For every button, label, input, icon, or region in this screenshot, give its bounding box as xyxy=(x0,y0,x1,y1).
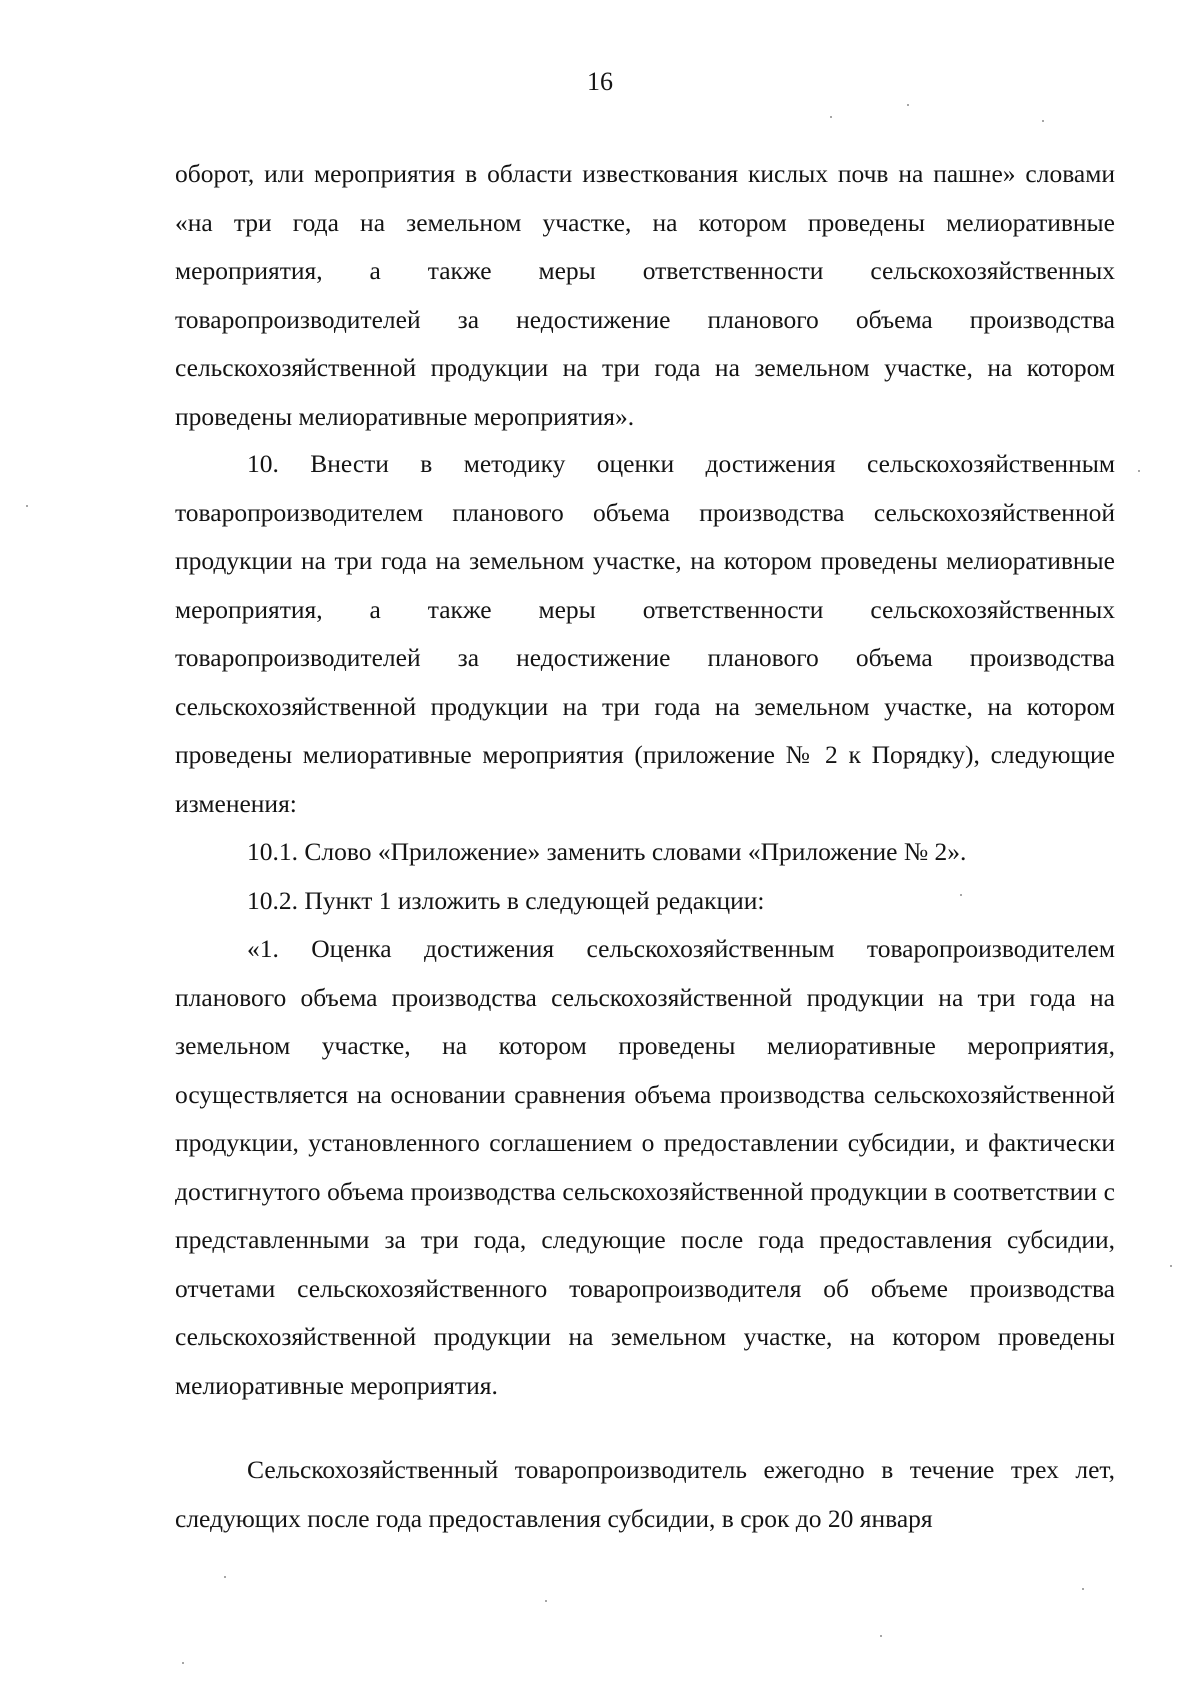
item-10-block xyxy=(175,440,1115,1410)
paragraph-continuation: оборот, или мероприятия в области известкования кислых почв на пашне» словами «на три года на земельном участке, на котором проведены мелиоративные мероприятия, а также меры ответственности сельскохозяйственных товаропроизводителей за недостижение планового объема производства сельскохозяйственной продукции на три года на земельном участке, на котором проведены мелиоративные мероприятия». xyxy=(175,159,1115,431)
scan-speck xyxy=(830,116,832,118)
paragraph-item-10-2: 10.2. Пункт 1 изложить в следующей редакции: xyxy=(247,885,765,915)
scan-speck xyxy=(545,1600,547,1602)
scan-speck xyxy=(1082,1588,1084,1590)
page-number: 16 xyxy=(587,67,613,96)
scan-speck xyxy=(26,505,28,507)
scan-speck xyxy=(1042,120,1044,122)
paragraph-item-10: 10. Внести в методику оценки достижения сельскохозяйственным товаропроизводителем планового объема производства сельскохозяйственной продукции на три года на земельном участке, на котором проведены мелиоративные мероприятия, а также меры ответственности сельскохозяйственных товаропроизводителей за недостижение планового объема производства сельскохозяйственной продукции на три года на земельном участке, на котором проведены мелиоративные мероприятия (приложение № 2 к Порядку), следующие изменения: xyxy=(175,449,1115,818)
scan-speck xyxy=(182,1662,184,1664)
scan-speck xyxy=(880,1635,882,1637)
continuation-block xyxy=(175,150,1115,441)
scan-speck xyxy=(1170,1265,1172,1267)
paragraph-producer-obligation: Сельскохозяйственный товаропроизводитель ежегодно в течение трех лет, следующих после года предоставления субсидии, в срок до 20 января xyxy=(175,1455,1115,1533)
scan-speck xyxy=(224,1576,226,1578)
paragraph-item-10-1: 10.1. Слово «Приложение» заменить словами «Приложение № 2». xyxy=(247,837,967,866)
scan-speck xyxy=(907,104,909,106)
final-block xyxy=(175,1446,1115,1543)
scan-speck xyxy=(1138,470,1140,472)
scan-speck xyxy=(960,894,962,896)
paragraph-quoted-point-1: «1. Оценка достижения сельскохозяйственным товаропроизводителем планового объема производства сельскохозяйственной продукции на три года на земельном участке, на котором проведены мелиоративные мероприятия, осуществляется на основании сравнения объема производства сельскохозяйственной продукции, установленного соглашением о предоставлении субсидии, и фактически достигнутого объема производства сельскохозяйственной продукции в соответствии с представленными за три года, следующие после года предоставления субсидии, отчетами сельскохозяйственного товаропроизводителя об объеме производства сельскохозяйственной продукции на земельном участке, на котором проведены мелиоративные мероприятия. xyxy=(175,934,1115,1400)
